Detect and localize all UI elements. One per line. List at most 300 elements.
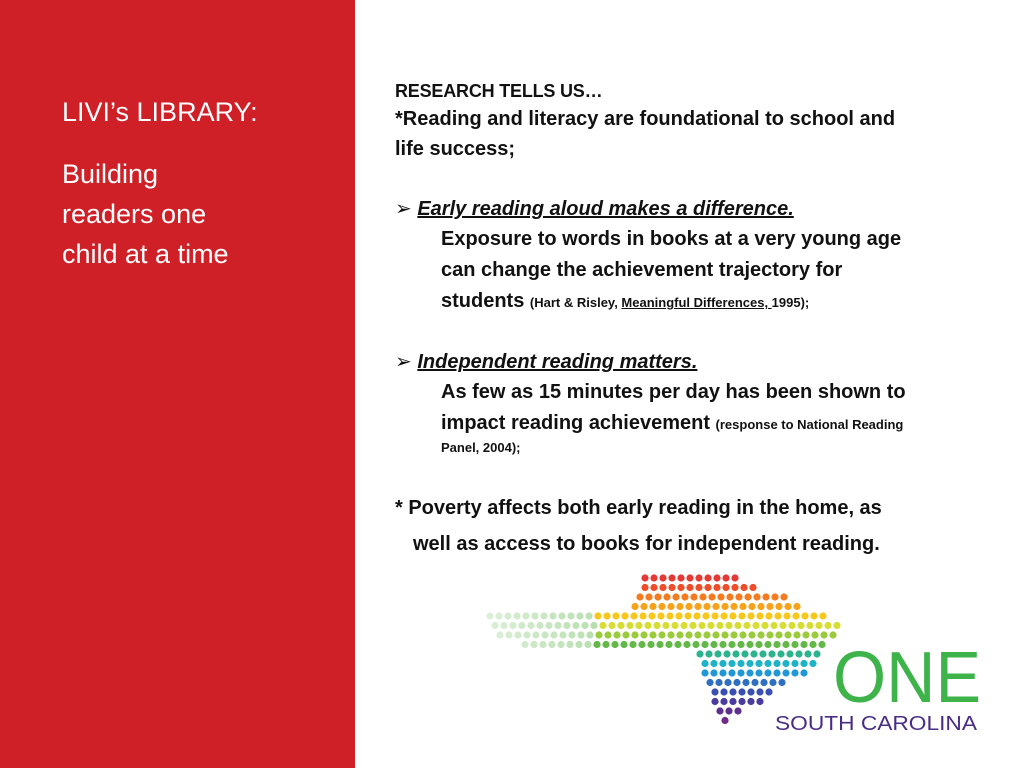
logo-dot xyxy=(658,631,665,638)
logo-dot xyxy=(599,622,606,629)
logo-dot xyxy=(833,622,840,629)
logo-dot xyxy=(741,650,748,657)
logo-dot xyxy=(810,612,817,619)
logo-dot xyxy=(647,641,654,648)
logo-dot xyxy=(649,631,656,638)
logo-dot xyxy=(801,612,808,619)
logo-dot xyxy=(768,650,775,657)
logo-dot xyxy=(819,612,826,619)
bullet-body-line: Exposure to words in books at a very young age xyxy=(441,228,902,250)
logo-dot xyxy=(549,612,556,619)
logo-dot xyxy=(577,631,584,638)
logo-dot xyxy=(683,641,690,648)
logo-dot xyxy=(757,603,764,610)
arrow-bullet-icon: ➢ xyxy=(395,351,412,373)
logo-dot xyxy=(777,650,784,657)
bullet-independent-reading xyxy=(395,347,995,377)
logo-dot xyxy=(594,612,601,619)
citation: (Hart & Risley, xyxy=(529,295,622,310)
logo-dot xyxy=(676,603,683,610)
bullet-early-reading xyxy=(395,194,995,224)
logo-dot xyxy=(782,660,789,667)
logo-dot xyxy=(713,584,720,591)
logo-dot xyxy=(504,612,511,619)
logo-dot xyxy=(747,612,754,619)
logo-dot xyxy=(644,622,651,629)
logo-dot xyxy=(686,584,693,591)
logo-dot xyxy=(731,584,738,591)
logo-dot xyxy=(766,631,773,638)
logo-dot xyxy=(505,631,512,638)
sidebar-subtitle xyxy=(62,154,302,274)
logo-dot xyxy=(724,679,731,686)
logo-dot xyxy=(500,622,507,629)
logo-dot xyxy=(667,631,674,638)
logo-dot xyxy=(639,612,646,619)
logo-dot xyxy=(756,612,763,619)
logo-dot xyxy=(622,631,629,638)
logo-dot xyxy=(729,688,736,695)
logo-dot xyxy=(735,593,742,600)
logo-dot xyxy=(715,679,722,686)
logo-dot xyxy=(719,641,726,648)
logo-dot xyxy=(783,612,790,619)
logo-dot xyxy=(804,650,811,657)
logo-dot xyxy=(824,622,831,629)
logo-dot xyxy=(746,660,753,667)
logo-dot xyxy=(728,660,735,667)
logo-dot xyxy=(737,669,744,676)
logo-dot xyxy=(719,669,726,676)
logo-dot xyxy=(729,698,736,705)
logo-dot xyxy=(739,603,746,610)
logo-dot xyxy=(732,650,739,657)
bullet-heading: Independent reading matters. xyxy=(417,351,698,373)
logo-dot xyxy=(566,641,573,648)
logo-dot xyxy=(759,650,766,657)
logo-dot xyxy=(695,584,702,591)
logo-dot xyxy=(575,641,582,648)
logo-dot xyxy=(521,641,528,648)
logo-dot xyxy=(491,622,498,629)
logo-dot xyxy=(514,631,521,638)
logo-dot xyxy=(771,593,778,600)
logo-dot xyxy=(802,631,809,638)
logo-dot xyxy=(541,631,548,638)
logo-dot xyxy=(608,622,615,629)
logo-dot xyxy=(820,631,827,638)
logo-dot xyxy=(680,622,687,629)
logo-dot xyxy=(586,631,593,638)
logo-dot xyxy=(764,669,771,676)
logo-dot xyxy=(602,641,609,648)
logo-dot xyxy=(733,679,740,686)
logo-dot xyxy=(730,603,737,610)
logo-dot xyxy=(558,612,565,619)
logo-dot xyxy=(590,622,597,629)
logo-dot xyxy=(782,669,789,676)
footer-line: well as access to books for independent reading. xyxy=(413,533,880,555)
logo-dot xyxy=(712,631,719,638)
logo-dot xyxy=(764,660,771,667)
logo-dot xyxy=(714,650,721,657)
logo-dot xyxy=(778,679,785,686)
logo-dot xyxy=(818,641,825,648)
logo-dot xyxy=(726,593,733,600)
logo-dot xyxy=(706,679,713,686)
logo-dot xyxy=(672,593,679,600)
logo-dot xyxy=(734,622,741,629)
logo-dot xyxy=(568,631,575,638)
logo-dot xyxy=(712,603,719,610)
logo-dot xyxy=(545,622,552,629)
logo-dot xyxy=(509,622,516,629)
sidebar-title: LIVI’s LIBRARY: xyxy=(62,97,258,127)
logo-dot xyxy=(701,669,708,676)
logo-dot xyxy=(523,631,530,638)
logo-dot xyxy=(585,612,592,619)
logo-dot xyxy=(721,603,728,610)
logo-dot xyxy=(811,631,818,638)
logo-dot xyxy=(635,622,642,629)
logo-dot xyxy=(766,603,773,610)
logo-dot xyxy=(738,688,745,695)
logo-dot xyxy=(662,622,669,629)
bullet-body-line xyxy=(441,286,995,317)
logo-dot xyxy=(671,622,678,629)
logo-dot xyxy=(716,707,723,714)
logo-dot xyxy=(729,612,736,619)
logo-dot xyxy=(631,631,638,638)
logo-dot xyxy=(760,679,767,686)
logo-dot xyxy=(584,641,591,648)
logo-dot xyxy=(701,660,708,667)
logo-dot xyxy=(694,603,701,610)
logo-dot xyxy=(720,612,727,619)
logo-dot xyxy=(559,631,566,638)
logo-dot xyxy=(698,622,705,629)
logo-dot xyxy=(795,650,802,657)
logo-dot xyxy=(696,650,703,657)
logo-dot xyxy=(704,574,711,581)
logo-dot xyxy=(791,641,798,648)
logo-dot xyxy=(800,660,807,667)
logo-dot xyxy=(731,574,738,581)
logo-dot xyxy=(737,660,744,667)
logo-dot xyxy=(557,641,564,648)
logo-dot xyxy=(676,631,683,638)
logo-dot xyxy=(667,603,674,610)
logo-dot xyxy=(677,584,684,591)
logo-dot xyxy=(604,631,611,638)
logo-dot xyxy=(725,707,732,714)
logo-dot xyxy=(717,593,724,600)
logo-dot xyxy=(626,622,633,629)
sidebar-subtitle-line: Building xyxy=(62,159,159,189)
logo-dot xyxy=(595,631,602,638)
logo-dot xyxy=(540,612,547,619)
logo-dot xyxy=(723,650,730,657)
logo-dot xyxy=(658,603,665,610)
one-south-carolina-logo xyxy=(485,570,985,740)
logo-dot xyxy=(762,593,769,600)
logo-dot xyxy=(703,603,710,610)
logo-dot xyxy=(775,631,782,638)
logo-dot xyxy=(780,593,787,600)
logo-dot xyxy=(648,612,655,619)
citation: Panel, 2004); xyxy=(441,440,521,455)
logo-dot xyxy=(793,603,800,610)
logo-dot xyxy=(747,688,754,695)
logo-dot xyxy=(774,612,781,619)
logo-one-text: ONE xyxy=(833,638,981,718)
logo-dot xyxy=(711,698,718,705)
logo-dot xyxy=(749,584,756,591)
logo-dot xyxy=(730,631,737,638)
logo-dot xyxy=(809,660,816,667)
logo-dot xyxy=(550,631,557,638)
logo-dot xyxy=(650,574,657,581)
logo-dot xyxy=(536,622,543,629)
logo-dot xyxy=(800,669,807,676)
logo-dot xyxy=(791,669,798,676)
logo-dot xyxy=(720,698,727,705)
logo-dot xyxy=(640,631,647,638)
logo-dot xyxy=(721,717,728,724)
logo-dot xyxy=(734,707,741,714)
logo-dot xyxy=(748,631,755,638)
logo-dot xyxy=(539,641,546,648)
logo-dot xyxy=(722,584,729,591)
logo-dot xyxy=(773,669,780,676)
logo-dot xyxy=(694,631,701,638)
logo-dot xyxy=(779,622,786,629)
logo-dot xyxy=(756,698,763,705)
logo-dot xyxy=(725,622,732,629)
logo-dot xyxy=(757,631,764,638)
logo-dot xyxy=(650,584,657,591)
logo-dot xyxy=(788,622,795,629)
logo-dot xyxy=(775,603,782,610)
footer-line: * Poverty affects both early reading in the home, as xyxy=(395,497,882,519)
logo-dot xyxy=(753,593,760,600)
logo-dot xyxy=(800,641,807,648)
logo-dot xyxy=(654,593,661,600)
logo-dot xyxy=(530,641,537,648)
logo-dot xyxy=(548,641,555,648)
logo-dot xyxy=(638,641,645,648)
logo-dot xyxy=(668,574,675,581)
logo-dot xyxy=(659,584,666,591)
logo-dot xyxy=(630,612,637,619)
logo-dot xyxy=(786,650,793,657)
logo-dot xyxy=(809,641,816,648)
logo-dot xyxy=(744,593,751,600)
logo-dot xyxy=(486,612,493,619)
logo-dot xyxy=(742,679,749,686)
research-content xyxy=(395,78,995,565)
logo-dot xyxy=(737,641,744,648)
bullet-heading: Early reading aloud makes a difference. xyxy=(417,198,794,220)
logo-dot xyxy=(773,660,780,667)
sidebar-subtitle-line: readers one xyxy=(62,199,207,229)
logo-dot xyxy=(663,593,670,600)
logo-dot xyxy=(722,574,729,581)
logo-dot xyxy=(621,612,628,619)
logo-dot xyxy=(640,603,647,610)
logo-dot xyxy=(522,612,529,619)
logo-dot xyxy=(581,622,588,629)
logo-dot xyxy=(743,622,750,629)
logo-dot xyxy=(738,698,745,705)
logo-dot xyxy=(532,631,539,638)
bullet-body xyxy=(395,377,995,457)
logo-dot xyxy=(513,612,520,619)
logo-dot xyxy=(518,622,525,629)
logo-dot xyxy=(693,612,700,619)
logo-dot xyxy=(792,612,799,619)
logo-dot xyxy=(770,622,777,629)
logo-dot xyxy=(641,584,648,591)
logo-dot xyxy=(649,603,656,610)
logo-dot xyxy=(681,593,688,600)
bullet-body-text: students xyxy=(441,290,525,312)
logo-dot xyxy=(629,641,636,648)
sidebar-subtitle-line: child at a time xyxy=(62,239,229,269)
logo-dot xyxy=(702,612,709,619)
logo-dot xyxy=(765,688,772,695)
bullet-body-text: impact reading achievement xyxy=(441,412,710,434)
citation: (response to National Reading xyxy=(715,417,904,432)
logo-dot xyxy=(554,622,561,629)
bullet-body xyxy=(395,224,995,317)
logo-dot xyxy=(752,622,759,629)
logo-dot xyxy=(617,622,624,629)
logo-dot xyxy=(620,641,627,648)
logo-dot xyxy=(695,574,702,581)
logo-dot xyxy=(782,641,789,648)
logo-dot xyxy=(656,641,663,648)
logo-dot xyxy=(708,593,715,600)
logo-dot xyxy=(704,584,711,591)
logo-dot xyxy=(689,622,696,629)
logo-dot xyxy=(756,688,763,695)
logo-dot xyxy=(567,612,574,619)
arrow-bullet-icon: ➢ xyxy=(395,198,412,220)
logo-dot xyxy=(755,641,762,648)
logo-dot xyxy=(806,622,813,629)
logo-dot xyxy=(701,641,708,648)
logo-dot xyxy=(685,631,692,638)
logo-dot xyxy=(747,698,754,705)
state-dot-map xyxy=(486,574,840,724)
logo-dot xyxy=(593,641,600,648)
logo-dot xyxy=(740,584,747,591)
logo-dot xyxy=(613,631,620,638)
logo-dot xyxy=(746,669,753,676)
logo-dot xyxy=(576,612,583,619)
citation-year: 1995); xyxy=(771,295,810,310)
logo-dot xyxy=(716,622,723,629)
logo-dot xyxy=(641,574,648,581)
logo-dot xyxy=(751,679,758,686)
logo-dot xyxy=(686,574,693,581)
logo-dot xyxy=(636,593,643,600)
logo-dot xyxy=(611,641,618,648)
logo-dot xyxy=(496,631,503,638)
logo-dot xyxy=(531,612,538,619)
logo-dot xyxy=(705,650,712,657)
logo-dot xyxy=(710,669,717,676)
logo-dot xyxy=(713,574,720,581)
logo-dot xyxy=(699,593,706,600)
citation-title: Meaningful Differences, xyxy=(621,295,772,310)
bullet-body-line: can change the achievement trajectory for xyxy=(441,259,843,281)
logo-dot xyxy=(739,631,746,638)
logo-dot xyxy=(750,650,757,657)
logo-dot xyxy=(728,669,735,676)
intro-line: life success; xyxy=(395,138,516,160)
logo-dot xyxy=(748,603,755,610)
logo-dot xyxy=(603,612,610,619)
logo-dot xyxy=(685,603,692,610)
logo-dot xyxy=(657,612,664,619)
logo-dot xyxy=(791,660,798,667)
logo-dot xyxy=(710,641,717,648)
left-red-panel xyxy=(0,0,355,768)
logo-dot xyxy=(690,593,697,600)
logo-dot xyxy=(711,688,718,695)
logo-dot xyxy=(707,622,714,629)
logo-dot xyxy=(784,603,791,610)
bullet-body-line xyxy=(441,408,995,439)
logo-dot xyxy=(761,622,768,629)
logo-dot xyxy=(675,612,682,619)
logo-dot xyxy=(721,631,728,638)
logo-dot xyxy=(764,641,771,648)
logo-dot xyxy=(813,650,820,657)
logo-dot xyxy=(711,612,718,619)
logo-dot xyxy=(755,660,762,667)
logo-dot xyxy=(692,641,699,648)
logo-dot xyxy=(703,631,710,638)
logo-dot xyxy=(746,641,753,648)
logo-dot xyxy=(674,641,681,648)
logo-dot xyxy=(797,622,804,629)
logo-dot xyxy=(769,679,776,686)
logo-dot xyxy=(728,641,735,648)
logo-dot xyxy=(527,622,534,629)
logo-dot xyxy=(495,612,502,619)
intro-line: *Reading and literacy are foundational to school and xyxy=(395,108,896,130)
logo-south-carolina-text: SOUTH CAROLINA xyxy=(775,713,978,735)
logo-dot xyxy=(765,612,772,619)
logo-dot xyxy=(720,688,727,695)
logo-dot xyxy=(738,612,745,619)
logo-dot xyxy=(755,669,762,676)
logo-dot xyxy=(710,660,717,667)
logo-dot xyxy=(668,584,675,591)
logo-dot xyxy=(666,612,673,619)
research-heading: RESEARCH TELLS US… xyxy=(395,81,603,101)
logo-dot xyxy=(773,641,780,648)
logo-dot xyxy=(684,612,691,619)
logo-dot xyxy=(665,641,672,648)
bullet-body-line: As few as 15 minutes per day has been shown to xyxy=(441,381,906,403)
logo-dot xyxy=(563,622,570,629)
logo-dot xyxy=(612,612,619,619)
logo-dot xyxy=(631,603,638,610)
